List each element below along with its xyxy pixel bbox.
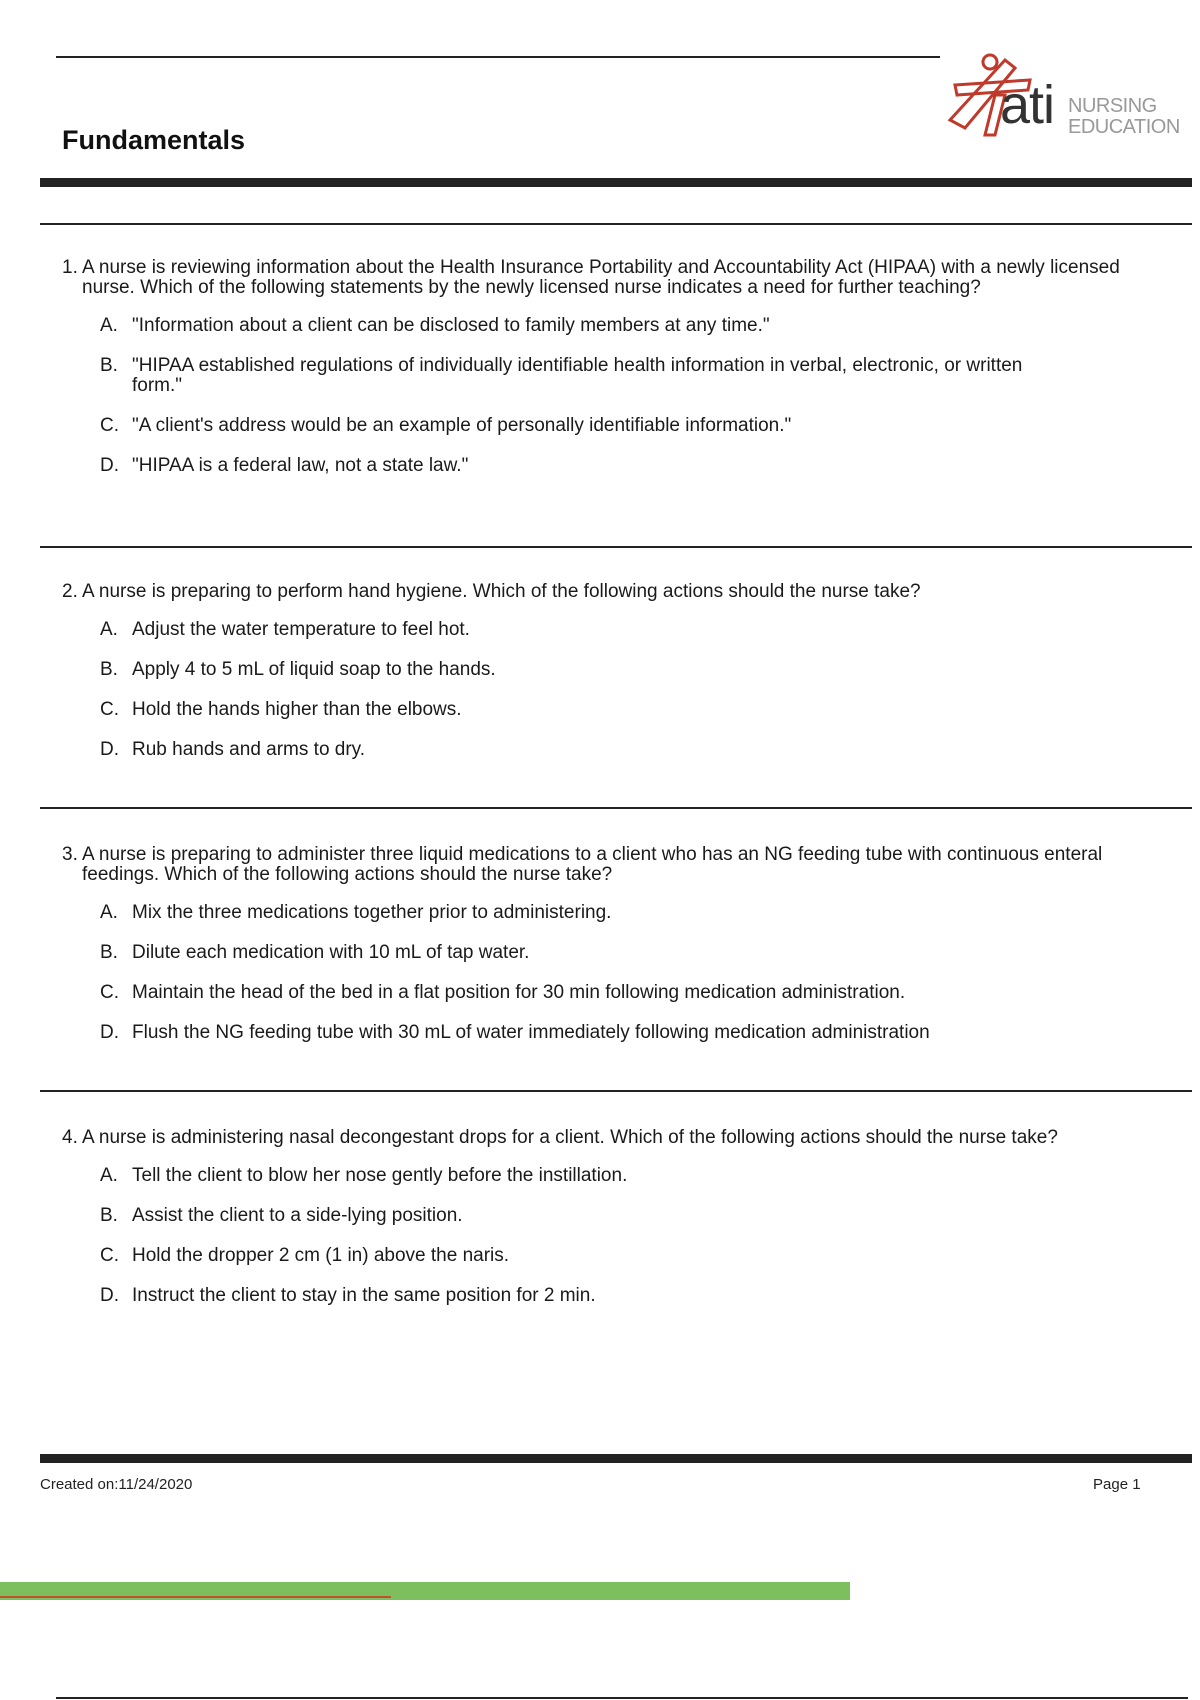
option-letter: B.	[100, 659, 118, 680]
option-a[interactable]	[100, 316, 1122, 336]
option-letter: D.	[100, 455, 119, 476]
option-b[interactable]	[100, 660, 1122, 680]
question-number: 1.	[62, 257, 78, 278]
option-text: Assist the client to a side-lying position.	[132, 1205, 463, 1226]
option-text: Rub hands and arms to dry.	[132, 739, 366, 760]
option-text: "A client's address would be an example of personally identifiable information."	[132, 415, 792, 436]
option-letter: C.	[100, 415, 119, 436]
option-d[interactable]	[100, 740, 1122, 760]
option-a[interactable]	[100, 620, 1122, 640]
option-letter: A.	[100, 315, 118, 336]
option-letter: C.	[100, 982, 119, 1003]
option-letter: A.	[100, 1165, 118, 1186]
question-number: 4.	[62, 1127, 78, 1148]
option-letter: A.	[100, 619, 118, 640]
question-stem: A nurse is preparing to administer three liquid medications to a client who has an NG feeding tube with continuous enteral feedings. Which of the following actions should the nurse take?	[82, 844, 1103, 885]
option-text: Maintain the head of the bed in a flat position for 30 min following medication administration.	[132, 982, 906, 1003]
option-letter: D.	[100, 739, 119, 760]
option-letter: A.	[100, 902, 118, 923]
option-text: Instruct the client to stay in the same position for 2 min.	[132, 1285, 596, 1306]
question-3	[62, 845, 1122, 1063]
question-number: 3.	[62, 844, 78, 865]
option-c[interactable]	[100, 416, 1122, 436]
option-text: Tell the client to blow her nose gently before the instillation.	[132, 1165, 628, 1186]
option-text: "HIPAA established regulations of individually identifiable health information in verbal, electronic, or written form."	[132, 355, 1023, 396]
option-b[interactable]	[100, 943, 1122, 963]
option-letter: B.	[100, 1205, 118, 1226]
question-stem: A nurse is administering nasal decongestant drops for a client. Which of the following actions should the nurse take?	[82, 1127, 1058, 1148]
option-letter: B.	[100, 355, 118, 376]
logo-line2: EDUCATION	[1068, 116, 1180, 138]
option-text: Mix the three medications together prior to administering.	[132, 902, 612, 923]
option-d[interactable]	[100, 456, 1122, 476]
option-letter: B.	[100, 942, 118, 963]
option-letter: C.	[100, 699, 119, 720]
option-a[interactable]	[100, 1166, 1122, 1186]
page-title: Fundamentals	[62, 125, 246, 155]
option-letter: C.	[100, 1245, 119, 1266]
option-letter: D.	[100, 1022, 119, 1043]
created-date: Created on:11/24/2020	[40, 1476, 193, 1493]
option-text: "HIPAA is a federal law, not a state law."	[132, 455, 469, 476]
option-text: "Information about a client can be disclosed to family members at any time."	[132, 315, 770, 336]
option-b[interactable]	[100, 356, 1122, 396]
question-1	[62, 258, 1122, 496]
progress-bar-fill	[0, 1596, 391, 1598]
bottom-rule	[56, 1697, 1188, 1699]
logo-line1: NURSING	[1068, 95, 1157, 117]
question-stem: A nurse is reviewing information about the Health Insurance Portability and Accountability Act (HIPAA) with a newly licensed nurse. Which of the following statements by the newly licensed nurse indicates a need for further teaching?	[82, 257, 1120, 298]
header-thick-rule	[40, 178, 1192, 187]
footer-thick-rule	[40, 1454, 1192, 1463]
divider	[40, 807, 1192, 809]
logo-brand: ati	[1000, 75, 1055, 135]
option-letter: D.	[100, 1285, 119, 1306]
option-b[interactable]	[100, 1206, 1122, 1226]
option-c[interactable]	[100, 983, 1122, 1003]
page-number: Page 1	[1093, 1476, 1141, 1493]
option-text: Adjust the water temperature to feel hot.	[132, 619, 470, 640]
option-text: Dilute each medication with 10 mL of tap water.	[132, 942, 530, 963]
option-a[interactable]	[100, 903, 1122, 923]
divider	[40, 546, 1192, 548]
question-number: 2.	[62, 581, 78, 602]
question-4	[62, 1128, 1122, 1326]
option-text: Flush the NG feeding tube with 30 mL of water immediately following medication administration	[132, 1022, 930, 1043]
option-text: Apply 4 to 5 mL of liquid soap to the hands.	[132, 659, 496, 680]
option-c[interactable]	[100, 700, 1122, 720]
question-stem: A nurse is preparing to perform hand hygiene. Which of the following actions should the nurse take?	[82, 581, 921, 602]
option-text: Hold the hands higher than the elbows.	[132, 699, 462, 720]
option-d[interactable]	[100, 1023, 1122, 1043]
top-rule	[56, 56, 940, 58]
question-2	[62, 582, 1122, 780]
option-text: Hold the dropper 2 cm (1 in) above the naris.	[132, 1245, 510, 1266]
option-d[interactable]	[100, 1286, 1122, 1306]
divider	[40, 223, 1192, 225]
option-c[interactable]	[100, 1246, 1122, 1266]
divider	[40, 1090, 1192, 1092]
